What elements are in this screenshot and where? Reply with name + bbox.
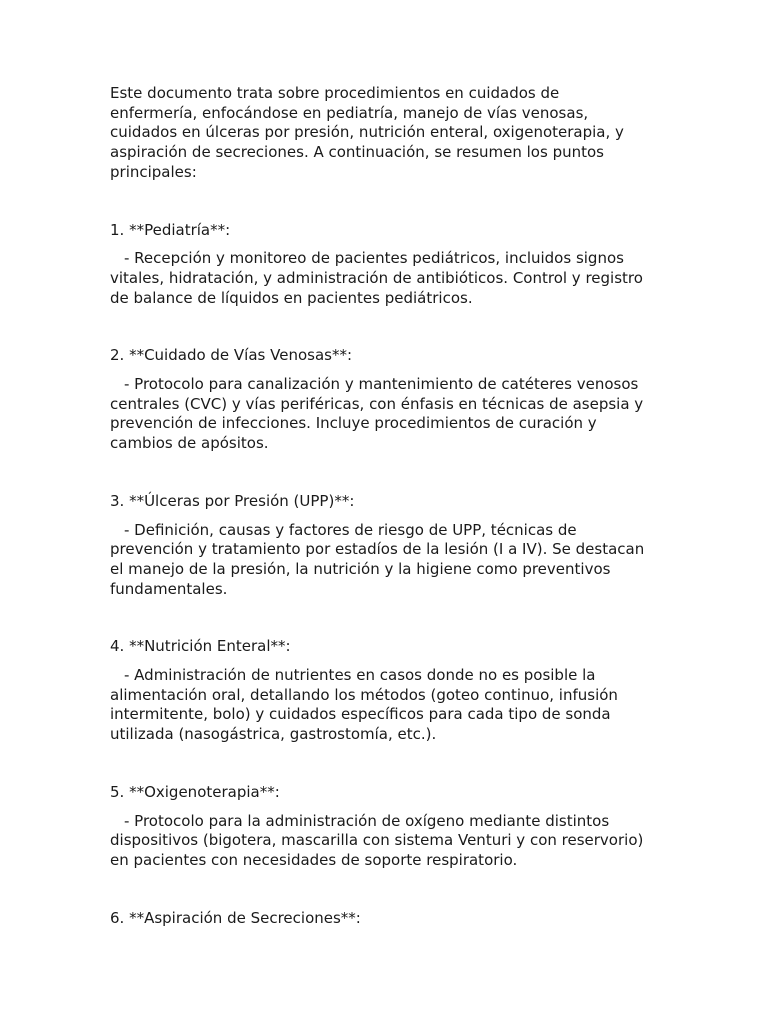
section-body: - Protocolo para la administración de oxígeno mediante distintos dispositivos (bigotera, mascarilla con sistema Venturi y con reservorio) en pacientes con necesidades de soporte respiratorio. (110, 811, 644, 869)
section-heading: 5. **Oxigenoterapia**: (110, 782, 280, 801)
section-heading: 6. **Aspiración de Secreciones**: (110, 908, 361, 927)
section-heading: 2. **Cuidado de Vías Venosas**: (110, 346, 353, 365)
section-body: - Definición, causas y factores de riesgo de UPP, técnicas de prevención y tratamiento por estadíos de la lesión (I a IV). Se destacan el manejo de la presión, la nutrición y la higiene como preventivos fundamentales. (110, 520, 645, 598)
section-body: - Recepción y monitoreo de pacientes pediátricos, incluidos signos vitales, hidratación, y administración de antibióticos. Control y registro de balance de líquidos en pacientes pediátricos. (110, 249, 643, 307)
section-aspiracion-secreciones (110, 909, 650, 929)
section-nutricion-enteral (110, 637, 650, 745)
section-heading: 4. **Nutrición Enteral**: (110, 637, 291, 656)
intro-paragraph: Este documento trata sobre procedimientos en cuidados de enfermería, enfocándose en pediatría, manejo de vías venosas, cuidados en úlceras por presión, nutrición enteral, oxigenoterapia, y aspiración de secreciones. A continuación, se resumen los puntos principales: (110, 84, 624, 181)
section-ulceras-presion (110, 492, 650, 600)
section-body: - Protocolo para canalización y mantenimiento de catéteres venosos centrales (CVC) y vías periféricas, con énfasis en técnicas de asepsia y prevención de infecciones. Incluye procedimientos de curación y cambios de apósitos. (110, 375, 644, 453)
section-heading: 1. **Pediatría**: (110, 220, 231, 239)
document-page (110, 84, 650, 928)
section-heading: 3. **Úlceras por Presión (UPP)**: (110, 491, 355, 510)
section-oxigenoterapia (110, 783, 650, 871)
section-pediatria (110, 221, 650, 309)
section-body: - Administración de nutrientes en casos donde no es posible la alimentación oral, detallando los métodos (goteo continuo, infusión intermitente, bolo) y cuidados específicos para cada tipo de sonda utilizada (nasogástrica, gastrostomía, etc.). (110, 666, 618, 744)
section-vias-venosas (110, 346, 650, 454)
